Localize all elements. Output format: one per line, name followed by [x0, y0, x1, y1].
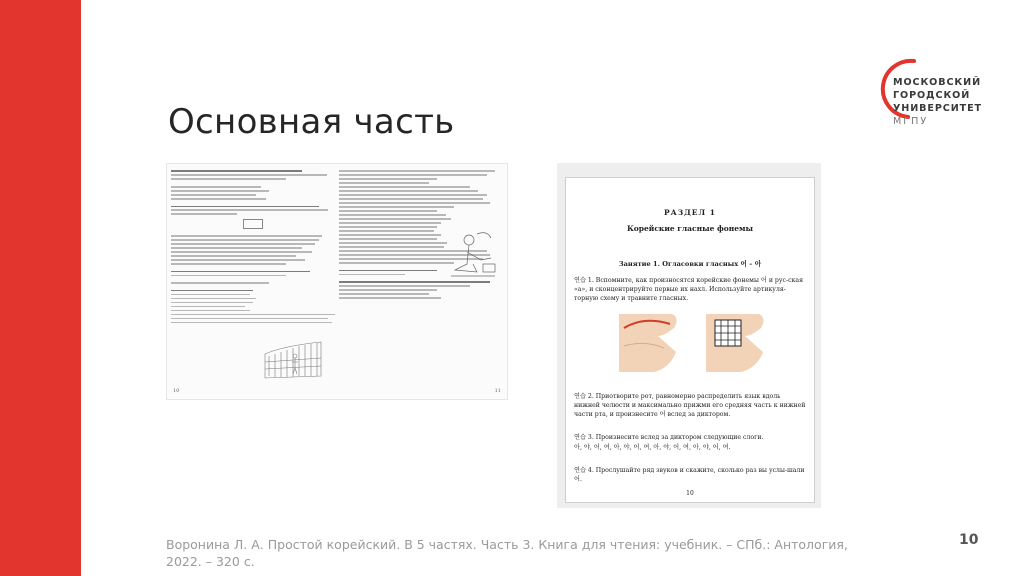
citation-footer: Воронина Л. А. Простой корейский. В 5 частях. Часть 3. Книга для чтения: учебник. – СПб.: Антология, 2022. – 320 с. [166, 537, 848, 569]
slide-number: 10 [959, 532, 979, 548]
red-side-bar [0, 0, 81, 576]
mouth-profile-diagram-icon [614, 306, 684, 376]
book-exercise-4: 연습 4. Прослушайте ряд звуков и скажите, сколько раз вы услы-шали 어. [574, 467, 805, 483]
book-exercise-3: 연습 3. Произнесите вслед за диктором следующие слоги. [574, 434, 764, 441]
logo-line-2: ГОРОДСКОЙ [893, 90, 971, 101]
logo-abbreviation: МГПУ [893, 116, 929, 127]
logo-line-1: МОСКОВСКИЙ [893, 77, 981, 88]
book-exercise-1: 연습 1. Вспомните, как произносятся корейские фонемы 어 и рус-ская «а», и сконцентрируйте первые их нахл. Используйте артикуля-торную схему и травните гласных. [574, 277, 804, 302]
book-subsection-heading: Корейские гласные фонемы [626, 224, 754, 233]
spread-right-page [339, 168, 503, 394]
book-spread-image [166, 163, 508, 400]
mouth-grid-diagram-icon [701, 306, 771, 376]
slide-title: Основная часть [168, 102, 455, 142]
book-exercise-2: 연습 2. Приотворите рот, равномерно распределить язык вдоль нижней челюсти и максимально прижми его средняя часть к нижней части рта, и произнесите 어 вслед за диктором. [574, 393, 806, 418]
book-syllables: 아, 야, 어, 여, 아, 야, 어, 여, 아, 야, 어, 여, 아, 야, 어, 여. [574, 444, 731, 451]
wall-illustration-icon [263, 336, 323, 381]
book-section-heading: РАЗДЕЛ 1 [663, 208, 716, 217]
spread-right-page-number: 11 [494, 388, 501, 394]
textbook-page-image [557, 163, 821, 508]
book-lesson-heading: Занятие 1. Огласовки гласных 어 – 아 [618, 260, 762, 268]
logo-line-3: УНИВЕРСИТЕТ [893, 103, 982, 114]
spread-left-page-number: 10 [173, 388, 180, 394]
mgpu-logo [868, 55, 988, 135]
seated-person-illustration-icon [447, 230, 499, 290]
spread-left-page [171, 168, 335, 394]
book-page-number: 10 [686, 490, 694, 497]
